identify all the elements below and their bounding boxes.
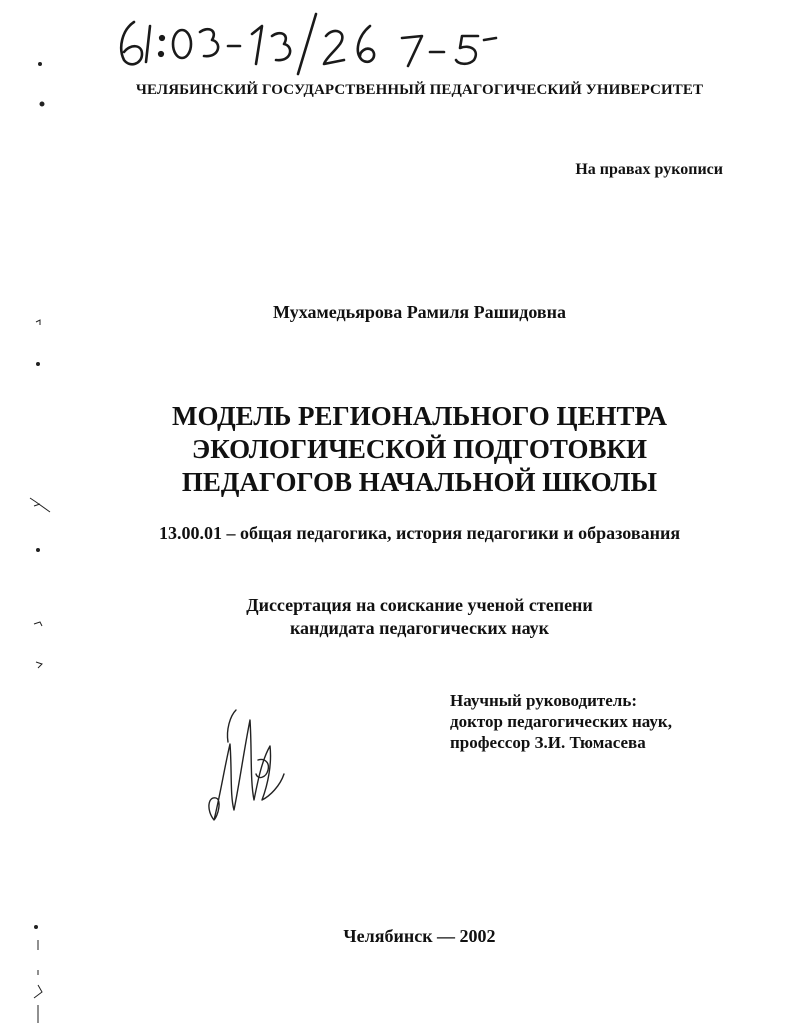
city-year: Челябинск — 2002 xyxy=(343,926,496,946)
handwritten-signature xyxy=(200,700,290,830)
supervisor-name: профессор З.И. Тюмасева xyxy=(450,733,646,752)
rights-note: На правах рукописи xyxy=(575,161,723,178)
scan-margin-marks xyxy=(0,0,60,1023)
degree-statement xyxy=(0,594,791,640)
supervisor-label: Научный руководитель: xyxy=(450,691,637,710)
degree-line: кандидата педагогических наук xyxy=(289,618,550,638)
title-line: ПЕДАГОГОВ НАЧАЛЬНОЙ ШКОЛЫ xyxy=(181,467,658,497)
university-name: ЧЕЛЯБИНСКИЙ ГОСУДАРСТВЕННЫЙ ПЕДАГОГИЧЕСКИЙ УНИВЕРСИТЕТ xyxy=(135,82,704,98)
supervisor-block xyxy=(450,690,672,753)
dissertation-title xyxy=(0,400,791,499)
author-name: Мухамедьярова Рамиля Рашидовна xyxy=(273,302,566,322)
handwritten-archive-code xyxy=(112,8,532,78)
supervisor-degree: доктор педагогических наук, xyxy=(450,712,672,731)
title-line: ЭКОЛОГИЧЕСКОЙ ПОДГОТОВКИ xyxy=(191,434,648,464)
degree-line: Диссертация на соискание ученой степени xyxy=(246,595,593,615)
title-line: МОДЕЛЬ РЕГИОНАЛЬНОГО ЦЕНТРА xyxy=(171,401,668,431)
specialty-code: 13.00.01 – общая педагогика, история педагогики и образования xyxy=(158,523,681,543)
